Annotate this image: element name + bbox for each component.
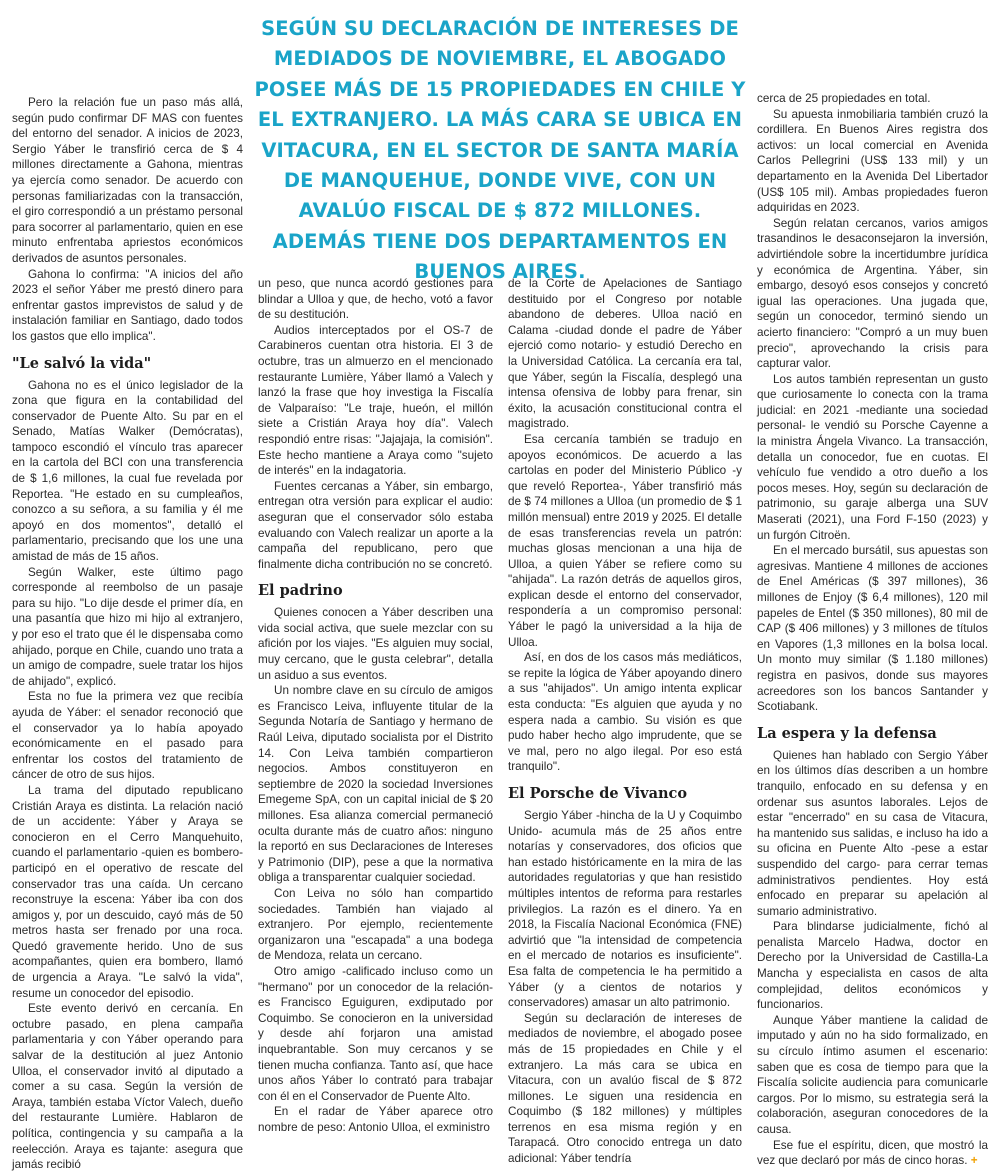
paragraph: Gahona lo confirma: "A inicios del año 2023 el señor Yáber me prestó dinero para enfrentar gastos imprevistos de salud y de instalación familiar en Santiago, dado todos los gastos que ello implica". [12, 267, 243, 343]
section-heading: La espera y la defensa [757, 724, 937, 742]
article-column-1 [12, 95, 243, 1173]
paragraph: de la Corte de Apelaciones de Santiago destituido por el Congreso por notable abandono de deberes. Ulloa nació en Calama -ciudad donde el padre de Yáber ejerció como notario- y estudió Derecho en la Universidad Católica. La cercanía era tal, que Yáber, según la Fiscalía, desplegó una intensa ofensiva de lobby para frenar, sin éxito, la acusación constitucional contra el magistrado. [508, 277, 742, 431]
paragraph: Según relatan cercanos, varios amigos trasandinos le desaconsejaron la inversión, advirtiéndole sobre la incertidumbre jurídica y económica de Argentina. Yáber, sin embargo, desoyó esos consejos y concretó igual las operaciones. Una jugada que, según un conocedor, terminó siendo un acierto financiero: "Compró a un muy buen precio", aprovechando la crisis para capturar valor. [757, 216, 988, 371]
paragraph: Audios interceptados por el OS-7 de Carabineros cuentan otra historia. El 3 de octubre, tras un almuerzo en el mencionado restaurante Lumière, Yáber llamó a Valech y lanzó la frase que hoy investiga la Fiscalía de Valparaíso: "Le traje, hueón, el millón siete a Cristián Araya hoy día". Valech respondió entre risas: "Jajajaja, la comisión". Este hecho mantiene a Araya como "sujeto de interés" en la indagatoria. [258, 323, 493, 478]
paragraph: Quienes conocen a Yáber describen una vida social activa, que suele mezclar con su afición por los viajes. "Es alguien muy social, muy cercano, que le gusta celebrar", detalla un asiduo a sus eventos. [258, 606, 493, 682]
paragraph: Gahona no es el único legislador de la zona que figura en la contabilidad del conservador de Puente Alto. Su par en el Senado, Matías Walker (Demócratas), tampoco escondió el vínculo tras aparecer en la cartola del BCI con una transferencia de $ 1,6 millones, la cual fue revelada por Reportea. "He estado en su cumpleaños, conozco a su señora, a su familia y él me apoyó en dos momentos", detalló el parlamentario, precisando que los une una amistad de más de 15 años. [12, 378, 243, 564]
section-heading: El padrino [258, 582, 343, 600]
pull-quote: SEGÚN SU DECLARACIÓN DE INTERESES DE MEDIADOS DE NOVIEMBRE, EL ABOGADO POSEE MÁS DE 15 PROPIEDADES EN CHILE Y EL EXTRANJERO. LA MÁS CARA SE UBICA EN VITACURA, EN EL SECTOR DE SANTA MARÍA DE MANQUEHUE, DONDE VIVE, CON UN AVALÚO FISCAL DE $ 872 MILLONES. ADEMÁS TIENE DOS DEPARTAMENTOS EN BUENOS AIRES. [254, 17, 746, 284]
end-mark-icon: + [970, 1154, 978, 1168]
article-column-2 [258, 276, 493, 1135]
paragraph: Para blindarse judicialmente, fichó al penalista Marcelo Hadwa, doctor en Derecho por la Universidad de Castilla-La Mancha y especialista en casos de alta complejidad, delitos económicos y funcionarios. [757, 920, 988, 1012]
paragraph: Pero la relación fue un paso más allá, según pudo confirmar DF MAS con fuentes del entorno del senador. A inicios de 2023, Sergio Yáber le transfirió cerca de $ 4 millones directamente a Gahona, mientras ya ejercía como senador. De acuerdo con personas familiarizadas con la transacción, el giro correspondió a un préstamo personal para socorrer al parlamentario, quien en ese minuto enfrentaba apriestos económicos derivados de asuntos personales. [12, 96, 243, 265]
paragraph: un peso, que nunca acordó gestiones para blindar a Ulloa y que, de hecho, votó a favor de su destitución. [258, 277, 493, 322]
paragraph: Aunque Yáber mantiene la calidad de imputado y aún no ha sido formalizado, en su círculo íntimo asumen el escenario: saben que es cosa de tiempo para que la Fiscalía solicite audiencia para comunicarle cargos. Por lo mismo, su estrategia será la colaboración, aseguran conocedores de la causa. [757, 1013, 988, 1136]
closing-paragraph [757, 1138, 988, 1169]
paragraph: Quienes han hablado con Sergio Yáber en los últimos días describen a un hombre tranquilo, enfocado en su defensa y en ordenar sus asuntos laborales. Lejos de estar "encerrado" en su casa de Vitacura, ha mantenido sus salidas, e incluso ha ido a su oficina en Puente Alto -pese a estar suspendido del cargo- para cerrar temas administrativos pendientes. Hoy está enfocado en preparar su apelación al sumario administrativo. [757, 748, 988, 918]
paragraph: Según Walker, este último pago corresponde al reembolso de un pasaje para su hijo. "Lo dije desde el primer día, en una pasantía que hizo mi hijo al extranjero, y por eso el trato que él le dispensaba como ahijado, porque en Chile, cuando uno trata a un amigo de compadre, suele tratar los hijos de ahijado", explicó. [12, 565, 243, 688]
paragraph: Fuentes cercanas a Yáber, sin embargo, entregan otra versión para explicar el audio: aseguran que el conservador sólo estaba evaluando con Valech realizar un aporte a la campaña del republicano, pero que finalmente dicha contribución no se concretó. [258, 479, 493, 571]
paragraph: La trama del diputado republicano Cristián Araya es distinta. La relación nació de un accidente: Yáber y Araya se conocieron en el Cerro Manquehuito, cuando el parlamentario -quien es bombero- participó en el operativo de rescate del conservador tras una caída. Un cercano reconstruye la escena: Yáber iba con dos amigos y, por un descuido, cayó más de 50 metros hasta ser frenado por una roca. Quedó gravemente herido. Uno de sus acompañantes, quien era bombero, llamó de urgencia a Araya. "Le salvó la vida", resume un conocedor del episodio. [12, 783, 243, 1000]
paragraph: Sergio Yáber -hincha de la U y Coquimbo Unido- acumula más de 25 años entre notarías y conservadores, dos oficios que han estado históricamente en la mira de las autoridades regulatorias y que han resistido múltiples intentos de reforma para restarles privilegios. La razón es el dinero. Ya en 2018, la Fiscalía Nacional Económica (FNE) advirtió que "la intensidad de competencia en el mercado de notarios es insuficiente". Esa falta de competencia le ha permitido a Yáber (y a cientos de notarios y conservadores) amasar un alto patrimonio. [508, 809, 742, 1010]
paragraph: Esa cercanía también se tradujo en apoyos económicos. De acuerdo a las cartolas en poder del Ministerio Público -y que reveló Reportea-, Yáber transfirió más de $ 74 millones a Ulloa (un promedio de $ 1 millón mensual) entre 2019 y 2025. El detalle de esas transferencias revela un patrón: muchas glosas mencionan a una hija de Ulloa, a quien Yáber se refiere como su "ahijada". La razón detrás de aquellos giros, explican desde el entorno del conservador, respondería a un compromiso personal: Yáber le pagó la universidad a la hija de Ulloa. [508, 432, 742, 649]
paragraph: Este evento derivó en cercanía. En octubre pasado, en plena campaña parlamentaria y con Yáber operando para salvar de la destitución al juez Antonio Ulloa, el conservador invitó al diputado a comer a su casa. Según la versión de Araya, también estaba Víctor Valech, dueño del restaurante Lumière. Hablaron de política, contingencia y su campaña a la reelección. Araya es tajante: asegura que jamás recibió [12, 1002, 243, 1172]
paragraph: Así, en dos de los casos más mediáticos, se repite la lógica de Yáber apoyando dinero a sus "ahijados". Un amigo intenta explicar esta conducta: "Es alguien que ayuda y no espera nada a cambio. Su visión es que pudo haber hecho algo imprudente, que se ve mal, pero no algo ilegal. Por eso está tranquilo". [508, 651, 742, 774]
paragraph: cerca de 25 propiedades en total. [757, 92, 931, 105]
closing-text: Ese fue el espíritu, dicen, que mostró la vez que declaró por más de cinco horas. [757, 1138, 988, 1168]
paragraph: En el mercado bursátil, sus apuestas son agresivas. Mantiene 4 millones de acciones de Enel Américas ($ 397 millones), 36 millones de Enjoy ($ 6,4 millones), 120 mil papeles de Entel ($ 350 millones), 80 mil de CAP ($ 406 millones) y 3 millones de títulos en Vapores (1,3 millones en la bolsa local. Un monto muy similar ($ 1.180 millones) registra en pasivos, donde sus mayores acreedores son los bancos Santander y Scotiabank. [757, 544, 988, 714]
paragraph: Según su declaración de intereses de mediados de noviembre, el abogado posee más de 15 propiedades en Chile y el extranjero. La más cara se ubica en Vitacura, con un avalúo fiscal de $ 872 millones. Le siguen una residencia en Coquimbo ($ 182 millones) y múltiples terrenos en esa misma región y en Tarapacá. Otro conocido entrega un dato adicional: Yáber tendría [508, 1011, 742, 1166]
paragraph: Los autos también representan un gusto que curiosamente lo conecta con la trama judicial: en 2021 -mediante una sociedad personal- le vendió su Porsche Cayenne a la ministra Ángela Vivanco. La transacción, detalla un conocedor, fue en cuotas. El vehículo fue vendido a otro dueño a los pocos meses. Hoy, según su declaración de patrimonio, su garaje alberga una SUV Maserati (2021), una Ford F-150 (2023) y un furgón Citroën. [757, 372, 988, 542]
article-column-4 [757, 91, 988, 1169]
paragraph: En el radar de Yáber aparece otro nombre de peso: Antonio Ulloa, el exministro [258, 1105, 493, 1134]
article-column-3 [508, 276, 742, 1167]
paragraph: Un nombre clave en su círculo de amigos es Francisco Leiva, influyente titular de la Segunda Notaría de Santiago y hermano de Raúl Leiva, diputado socialista por el Distrito 14. Con Leiva también compartieron negocios. Ambos constituyeron en septiembre de 2020 la sociedad Inversiones Emegeme SpA, con un capital inicial de $ 20 millones. Esa alianza comercial permaneció oculta durante más de cuatro años: ninguno la reportó en sus Declaraciones de Intereses y Patrimonio (DIP), pese a que la normativa obliga a transparentar cualquier sociedad. [258, 684, 493, 885]
paragraph: Con Leiva no sólo han compartido sociedades. También han viajado al extranjero. Por ejemplo, recientemente organizaron una "escapada" a una bodega de Mendoza, relata un cercano. [258, 886, 493, 963]
paragraph: Otro amigo -calificado incluso como un "hermano" por un conocedor de la relación- es Francisco Eguiguren, exdiputado por Coquimbo. Se conocieron en la universidad y desde ahí forjaron una amistad inquebrantable. Son muy cercanos y se tienen mucha confianza. Tanto así, que hace unos años Yáber lo contrató para trabajar con él en el Conservador de Puente Alto. [258, 964, 493, 1103]
paragraph: Esta no fue la primera vez que recibía ayuda de Yáber: el senador reconoció que el conservador ya lo había apoyado económicamente en el pasado para enfrentar los costos del tratamiento de cáncer de otro de sus hijos. [12, 690, 243, 782]
paragraph: Su apuesta inmobiliaria también cruzó la cordillera. En Buenos Aires registra dos activos: un local comercial en Avenida Carlos Pellegrini (US$ 133 mil) y un departamento en la Avenida Del Libertador (US$ 105 mil). Ambas propiedades fueron adquiridas en 2023. [757, 107, 988, 215]
section-heading: El Porsche de Vivanco [508, 785, 688, 802]
section-heading: "Le salvó la vida" [12, 354, 152, 372]
